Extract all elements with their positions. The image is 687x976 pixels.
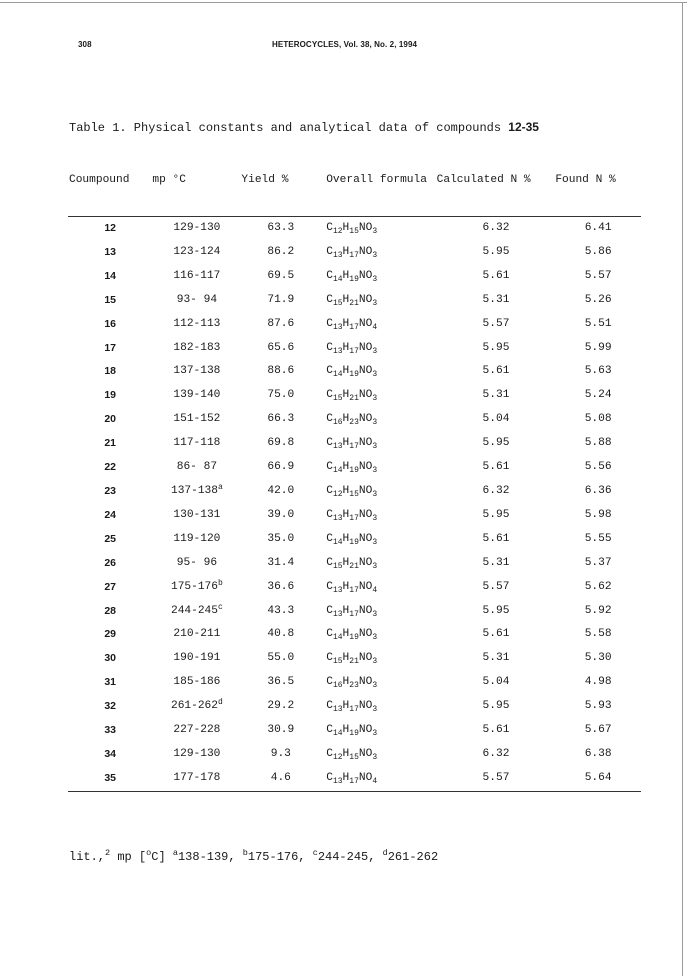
table-row — [68, 480, 641, 504]
footnote-value-d: 261-262 — [387, 850, 439, 864]
calculated-n-value: 5.61 — [482, 724, 510, 737]
found-n-value: 5.24 — [584, 389, 612, 402]
formula-h-count: 21 — [349, 394, 359, 404]
footnote-degree: o — [146, 848, 152, 858]
calculated-n-value: 5.04 — [482, 413, 510, 426]
found-n-value: 5.57 — [584, 269, 612, 282]
formula-c-count: 14 — [332, 633, 343, 643]
overall-formula: $C_{13}H_{17}NO_3$ — [326, 245, 378, 260]
mp-value: 210-211 — [173, 628, 221, 641]
found-n-value: 5.63 — [584, 365, 612, 378]
mp-value: 182-183 — [173, 341, 221, 354]
formula-c-count: 16 — [332, 681, 343, 691]
col-header-compound: Coumpound — [68, 168, 152, 217]
compound-id: 35 — [68, 767, 152, 791]
melting-point — [152, 337, 241, 361]
col-header-mp: mp °C — [152, 168, 241, 217]
compound-id: 21 — [104, 437, 117, 450]
table-row — [68, 576, 641, 600]
calculated-n-value: 5.95 — [482, 604, 510, 617]
overall-formula: $C_{15}H_{21}NO_3$ — [326, 556, 378, 571]
overall-formula: $C_{14}H_{19}NO_3$ — [326, 365, 378, 380]
melting-point — [152, 528, 241, 552]
formula-o-count: 3 — [372, 681, 378, 691]
formula-h-count: 17 — [349, 442, 359, 452]
yield-value: 88.6 — [267, 365, 295, 378]
found-n-value: 5.98 — [584, 508, 612, 521]
calculated-n-value: 5.31 — [482, 293, 510, 306]
mp-value: 117-118 — [173, 437, 221, 450]
formula-o-count: 4 — [372, 322, 378, 332]
formula-h-count: 19 — [349, 370, 359, 380]
compound-id: 24 — [104, 508, 117, 521]
mp-value: 185-186 — [173, 676, 221, 689]
overall-formula: $C_{12}H_{15}NO_3$ — [326, 222, 378, 236]
melting-point — [152, 719, 241, 743]
compound-id: 34 — [104, 747, 117, 760]
mp-value: 190-191 — [173, 652, 221, 665]
col-header-found-n: Found N % — [555, 168, 641, 217]
overall-formula: $C_{16}H_{23}NO_3$ — [326, 676, 378, 691]
melting-point — [152, 504, 241, 528]
melting-point — [152, 313, 241, 337]
formula-c-count: 13 — [332, 322, 343, 332]
melting-point — [152, 265, 241, 289]
formula-h-count: 15 — [349, 227, 359, 236]
compound-id: 16 — [104, 317, 117, 330]
yield-value: 29.2 — [267, 700, 295, 713]
found-n-value: 5.37 — [584, 556, 612, 569]
mp-value: 123-124 — [173, 245, 221, 258]
formula-c-count: 15 — [332, 394, 343, 404]
formula-o-count: 3 — [372, 489, 378, 499]
compound-id: 12 — [104, 222, 117, 234]
calculated-n-value: 5.61 — [482, 365, 510, 378]
mp-footnote-mark: d — [217, 698, 223, 708]
formula-c-count: 13 — [332, 705, 343, 715]
mp-value: 129-130 — [173, 747, 221, 760]
found-n-value: 6.41 — [584, 222, 612, 234]
table-row — [68, 337, 641, 361]
found-n-value: 5.56 — [584, 461, 612, 474]
formula-c-count: 13 — [332, 513, 343, 523]
caption-text: Table 1. Physical constants and analytical data of compounds — [69, 121, 509, 135]
melting-point — [152, 241, 241, 265]
found-n-value: 6.36 — [584, 484, 612, 497]
footnote-ref: 2 — [105, 848, 111, 858]
mp-footnote-mark: a — [217, 482, 223, 492]
yield-value: 4.6 — [241, 767, 320, 791]
found-n-value: 5.67 — [584, 724, 612, 737]
mp-value: 175-176 — [170, 580, 218, 593]
table-row — [68, 600, 641, 624]
formula-c-count: 15 — [332, 561, 343, 571]
calculated-n-value: 6.32 — [482, 222, 510, 234]
calculated-n-value: 5.31 — [482, 652, 510, 665]
formula-c-count: 13 — [332, 585, 343, 595]
yield-value: 55.0 — [267, 652, 295, 665]
mp-value: 86- 87 — [176, 461, 218, 474]
found-n-value: 4.98 — [584, 676, 612, 689]
formula-o-count: 3 — [372, 418, 378, 428]
overall-formula: $C_{14}H_{19}NO_3$ — [326, 724, 378, 739]
melting-point — [152, 289, 241, 313]
compound-id: 18 — [104, 365, 117, 378]
compound-id: 19 — [104, 389, 117, 402]
footnote-lead: lit., — [69, 850, 106, 864]
yield-value: 69.8 — [267, 437, 295, 450]
table-caption — [69, 120, 539, 135]
formula-h-count: 17 — [349, 250, 359, 260]
yield-value: 31.4 — [267, 556, 295, 569]
yield-value: 40.8 — [267, 628, 295, 641]
formula-o-count: 3 — [372, 370, 378, 380]
melting-point — [152, 623, 241, 647]
found-n-value: 5.62 — [584, 580, 612, 593]
formula-h-count: 17 — [349, 776, 359, 786]
melting-point — [152, 600, 241, 624]
compound-id: 14 — [104, 269, 117, 282]
mp-value: 93- 94 — [176, 293, 218, 306]
calculated-n-value: 5.61 — [482, 628, 510, 641]
yield-value: 86.2 — [267, 245, 295, 258]
table-row — [68, 241, 641, 265]
footnote-value-b: 175-176, — [247, 850, 313, 864]
overall-formula: $C_{14}H_{19}NO_3$ — [326, 269, 378, 284]
formula-o-count: 3 — [372, 227, 378, 236]
compound-id: 31 — [104, 676, 117, 689]
formula-o-count: 3 — [372, 298, 378, 308]
mp-value: 129-130 — [173, 222, 221, 234]
formula-h-count: 23 — [349, 418, 359, 428]
compound-id: 26 — [104, 556, 117, 569]
mp-value: 244-245 — [170, 604, 218, 617]
melting-point — [152, 767, 241, 791]
table-row — [68, 360, 641, 384]
formula-c-count: 14 — [332, 274, 343, 284]
compound-id: 23 — [104, 484, 117, 497]
mp-value: 151-152 — [173, 413, 221, 426]
calculated-n-value: 5.95 — [482, 437, 510, 450]
compound-id: 28 — [104, 604, 117, 617]
formula-h-count: 17 — [349, 513, 359, 523]
formula-c-count: 13 — [332, 776, 343, 786]
compound-id: 33 — [104, 724, 117, 737]
yield-value: 65.6 — [267, 341, 295, 354]
formula-h-count: 19 — [349, 633, 359, 643]
formula-c-count: 14 — [332, 466, 343, 476]
yield-value: 36.5 — [267, 676, 295, 689]
mp-footnote-mark: b — [217, 578, 223, 588]
melting-point — [152, 647, 241, 671]
table-row — [68, 265, 641, 289]
formula-o-count: 4 — [372, 585, 378, 595]
physical-constants-table — [68, 168, 641, 792]
running-header: HETEROCYCLES, Vol. 38, No. 2, 1994 — [272, 40, 418, 49]
overall-formula: $C_{13}H_{17}NO_3$ — [326, 604, 378, 619]
table-row — [68, 623, 641, 647]
compound-id: 27 — [104, 580, 117, 593]
calculated-n-value: 5.04 — [482, 676, 510, 689]
overall-formula: $C_{13}H_{17}NO_4$ — [326, 317, 378, 332]
mp-value: 119-120 — [173, 532, 221, 545]
table-row — [68, 671, 641, 695]
yield-value: 63.3 — [267, 222, 295, 234]
calculated-n-value: 5.95 — [482, 245, 510, 258]
melting-point — [152, 384, 241, 408]
found-n-value: 6.38 — [584, 747, 612, 760]
melting-point — [152, 432, 241, 456]
found-n-value: 5.93 — [584, 700, 612, 713]
formula-h-count: 19 — [349, 274, 359, 284]
formula-h-count: 19 — [349, 537, 359, 547]
table-row — [68, 552, 641, 576]
found-n-value: 5.51 — [584, 317, 612, 330]
formula-c-count: 14 — [332, 537, 343, 547]
col-header-calculated-n: Calculated N % — [437, 168, 556, 217]
compound-id: 25 — [104, 532, 117, 545]
found-n-value: 5.55 — [584, 532, 612, 545]
formula-o-count: 3 — [372, 466, 378, 476]
mp-value: 95- 96 — [176, 556, 218, 569]
formula-h-count: 21 — [349, 657, 359, 667]
calculated-n-value: 5.57 — [482, 317, 510, 330]
table-row — [68, 504, 641, 528]
table-row — [68, 217, 641, 241]
footnote-mark-b: b — [242, 848, 248, 858]
formula-h-count: 17 — [349, 322, 359, 332]
yield-value: 87.6 — [267, 317, 295, 330]
mp-value: 261-262 — [170, 700, 218, 713]
found-n-value: 5.26 — [584, 293, 612, 306]
mp-value: 130-131 — [173, 508, 221, 521]
footnote-mp-label: mp [ — [110, 850, 147, 864]
col-header-yield: Yield % — [241, 168, 320, 217]
yield-value: 39.0 — [267, 508, 295, 521]
mp-value: 112-113 — [173, 317, 221, 330]
overall-formula: $C_{13}H_{17}NO_4$ — [320, 767, 436, 791]
melting-point — [152, 408, 241, 432]
mp-value: 137-138 — [173, 365, 221, 378]
formula-h-count: 17 — [349, 705, 359, 715]
overall-formula: $C_{15}H_{21}NO_3$ — [326, 389, 378, 404]
mp-footnote-mark: c — [217, 602, 223, 612]
yield-value: 43.3 — [267, 604, 295, 617]
overall-formula: $C_{12}H_{15}NO_3$ — [326, 747, 378, 762]
yield-value: 30.9 — [267, 724, 295, 737]
found-n-value: 5.99 — [584, 341, 612, 354]
mp-value: 139-140 — [173, 389, 221, 402]
table-footnote — [69, 850, 438, 864]
table-header-row — [68, 168, 641, 217]
overall-formula: $C_{13}H_{17}NO_3$ — [326, 700, 378, 715]
found-n-value: 5.86 — [584, 245, 612, 258]
calculated-n-value: 5.95 — [482, 508, 510, 521]
overall-formula: $C_{15}H_{21}NO_3$ — [326, 293, 378, 308]
formula-h-count: 23 — [349, 681, 359, 691]
table-row — [68, 456, 641, 480]
compound-id: 32 — [104, 700, 117, 713]
yield-value: 66.9 — [267, 461, 295, 474]
formula-h-count: 19 — [349, 729, 359, 739]
formula-h-count: 19 — [349, 466, 359, 476]
formula-o-count: 3 — [372, 442, 378, 452]
formula-o-count: 3 — [372, 561, 378, 571]
found-n-value: 5.64 — [555, 767, 641, 791]
formula-c-count: 15 — [332, 298, 343, 308]
mp-value: 116-117 — [173, 269, 221, 282]
calculated-n-value: 6.32 — [482, 747, 510, 760]
formula-c-count: 14 — [332, 370, 343, 380]
footnote-mark-c: c — [312, 848, 318, 858]
formula-o-count: 3 — [372, 513, 378, 523]
melting-point — [152, 480, 241, 504]
table-body — [68, 217, 641, 792]
compound-id: 17 — [104, 341, 117, 354]
found-n-value: 5.58 — [584, 628, 612, 641]
compound-id: 29 — [104, 628, 117, 641]
yield-value: 69.5 — [267, 269, 295, 282]
formula-h-count: 21 — [349, 561, 359, 571]
overall-formula: $C_{13}H_{17}NO_3$ — [326, 508, 378, 523]
melting-point — [152, 360, 241, 384]
compound-id: 30 — [104, 652, 117, 665]
formula-o-count: 3 — [372, 346, 378, 356]
yield-value: 42.0 — [267, 484, 295, 497]
formula-o-count: 3 — [372, 250, 378, 260]
calculated-n-value: 5.57 — [437, 767, 556, 791]
footnote-mark-d: d — [382, 848, 388, 858]
mp-value: 227-228 — [173, 724, 221, 737]
overall-formula: $C_{12}H_{15}NO_3$ — [326, 484, 378, 499]
calculated-n-value: 5.95 — [482, 341, 510, 354]
formula-c-count: 13 — [332, 250, 343, 260]
formula-c-count: 14 — [332, 729, 343, 739]
yield-value: 75.0 — [267, 389, 295, 402]
formula-o-count: 3 — [372, 274, 378, 284]
formula-c-count: 15 — [332, 657, 343, 667]
overall-formula: $C_{14}H_{19}NO_3$ — [326, 532, 378, 547]
overall-formula: $C_{16}H_{23}NO_3$ — [326, 413, 378, 428]
calculated-n-value: 5.57 — [482, 580, 510, 593]
table-row — [68, 695, 641, 719]
overall-formula: $C_{14}H_{19}NO_3$ — [326, 461, 378, 476]
footnote-value-a: 138-139, — [177, 850, 243, 864]
overall-formula: $C_{13}H_{17}NO_3$ — [326, 437, 378, 452]
yield-value: 66.3 — [267, 413, 295, 426]
formula-o-count: 3 — [372, 633, 378, 643]
mp-value: 177-178 — [173, 771, 221, 784]
formula-c-count: 12 — [332, 227, 343, 236]
calculated-n-value: 5.61 — [482, 269, 510, 282]
formula-h-count: 15 — [349, 489, 359, 499]
col-header-formula: Overall formula — [320, 168, 436, 217]
found-n-value: 5.08 — [584, 413, 612, 426]
yield-value: 71.9 — [267, 293, 295, 306]
overall-formula: $C_{15}H_{21}NO_3$ — [326, 652, 378, 667]
formula-o-count: 3 — [372, 394, 378, 404]
calculated-n-value: 5.95 — [482, 700, 510, 713]
melting-point — [152, 576, 241, 600]
table-row — [68, 528, 641, 552]
mp-value: 137-138 — [170, 484, 218, 497]
table-row — [68, 719, 641, 743]
melting-point — [152, 456, 241, 480]
formula-c-count: 13 — [332, 609, 343, 619]
compound-id: 13 — [104, 245, 117, 258]
table-row — [68, 384, 641, 408]
formula-h-count: 15 — [349, 752, 359, 762]
melting-point — [152, 695, 241, 719]
formula-o-count: 4 — [372, 776, 378, 786]
table-row — [68, 313, 641, 337]
calculated-n-value: 5.31 — [482, 556, 510, 569]
formula-o-count: 3 — [372, 537, 378, 547]
compound-id: 22 — [104, 461, 117, 474]
footnote-mark-a: a — [172, 848, 178, 858]
found-n-value: 5.88 — [584, 437, 612, 450]
calculated-n-value: 5.61 — [482, 532, 510, 545]
table-row — [68, 408, 641, 432]
formula-h-count: 17 — [349, 609, 359, 619]
found-n-value: 5.30 — [584, 652, 612, 665]
page-top-edge — [0, 2, 687, 3]
found-n-value: 5.92 — [584, 604, 612, 617]
yield-value: 9.3 — [270, 747, 291, 760]
table-row — [68, 432, 641, 456]
yield-value: 35.0 — [267, 532, 295, 545]
melting-point — [152, 671, 241, 695]
formula-c-count: 13 — [332, 442, 343, 452]
calculated-n-value: 5.31 — [482, 389, 510, 402]
table-row — [68, 767, 641, 791]
table-row — [68, 647, 641, 671]
melting-point — [152, 743, 241, 767]
formula-h-count: 17 — [349, 346, 359, 356]
page-number: 308 — [78, 40, 92, 49]
formula-c-count: 16 — [332, 418, 343, 428]
compound-id: 20 — [104, 413, 117, 426]
page-right-edge — [682, 2, 683, 976]
formula-o-count: 3 — [372, 752, 378, 762]
formula-c-count: 12 — [332, 752, 343, 762]
calculated-n-value: 5.61 — [482, 461, 510, 474]
compound-id: 15 — [104, 293, 117, 306]
yield-value: 36.6 — [267, 580, 295, 593]
formula-o-count: 3 — [372, 729, 378, 739]
overall-formula: $C_{14}H_{19}NO_3$ — [326, 628, 378, 643]
melting-point — [152, 217, 241, 241]
formula-h-count: 21 — [349, 298, 359, 308]
formula-o-count: 3 — [372, 705, 378, 715]
formula-c-count: 13 — [332, 346, 343, 356]
formula-o-count: 3 — [372, 609, 378, 619]
formula-h-count: 17 — [349, 585, 359, 595]
overall-formula: $C_{13}H_{17}NO_4$ — [326, 580, 378, 595]
formula-o-count: 3 — [372, 657, 378, 667]
melting-point — [152, 552, 241, 576]
footnote-unit: C] — [151, 850, 173, 864]
footnote-value-c: 244-245, — [317, 850, 383, 864]
overall-formula: $C_{13}H_{17}NO_3$ — [326, 341, 378, 356]
table-row — [68, 743, 641, 767]
table-row — [68, 289, 641, 313]
calculated-n-value: 6.32 — [482, 484, 510, 497]
formula-c-count: 12 — [332, 489, 343, 499]
caption-compound-range: 12-35 — [508, 120, 539, 134]
